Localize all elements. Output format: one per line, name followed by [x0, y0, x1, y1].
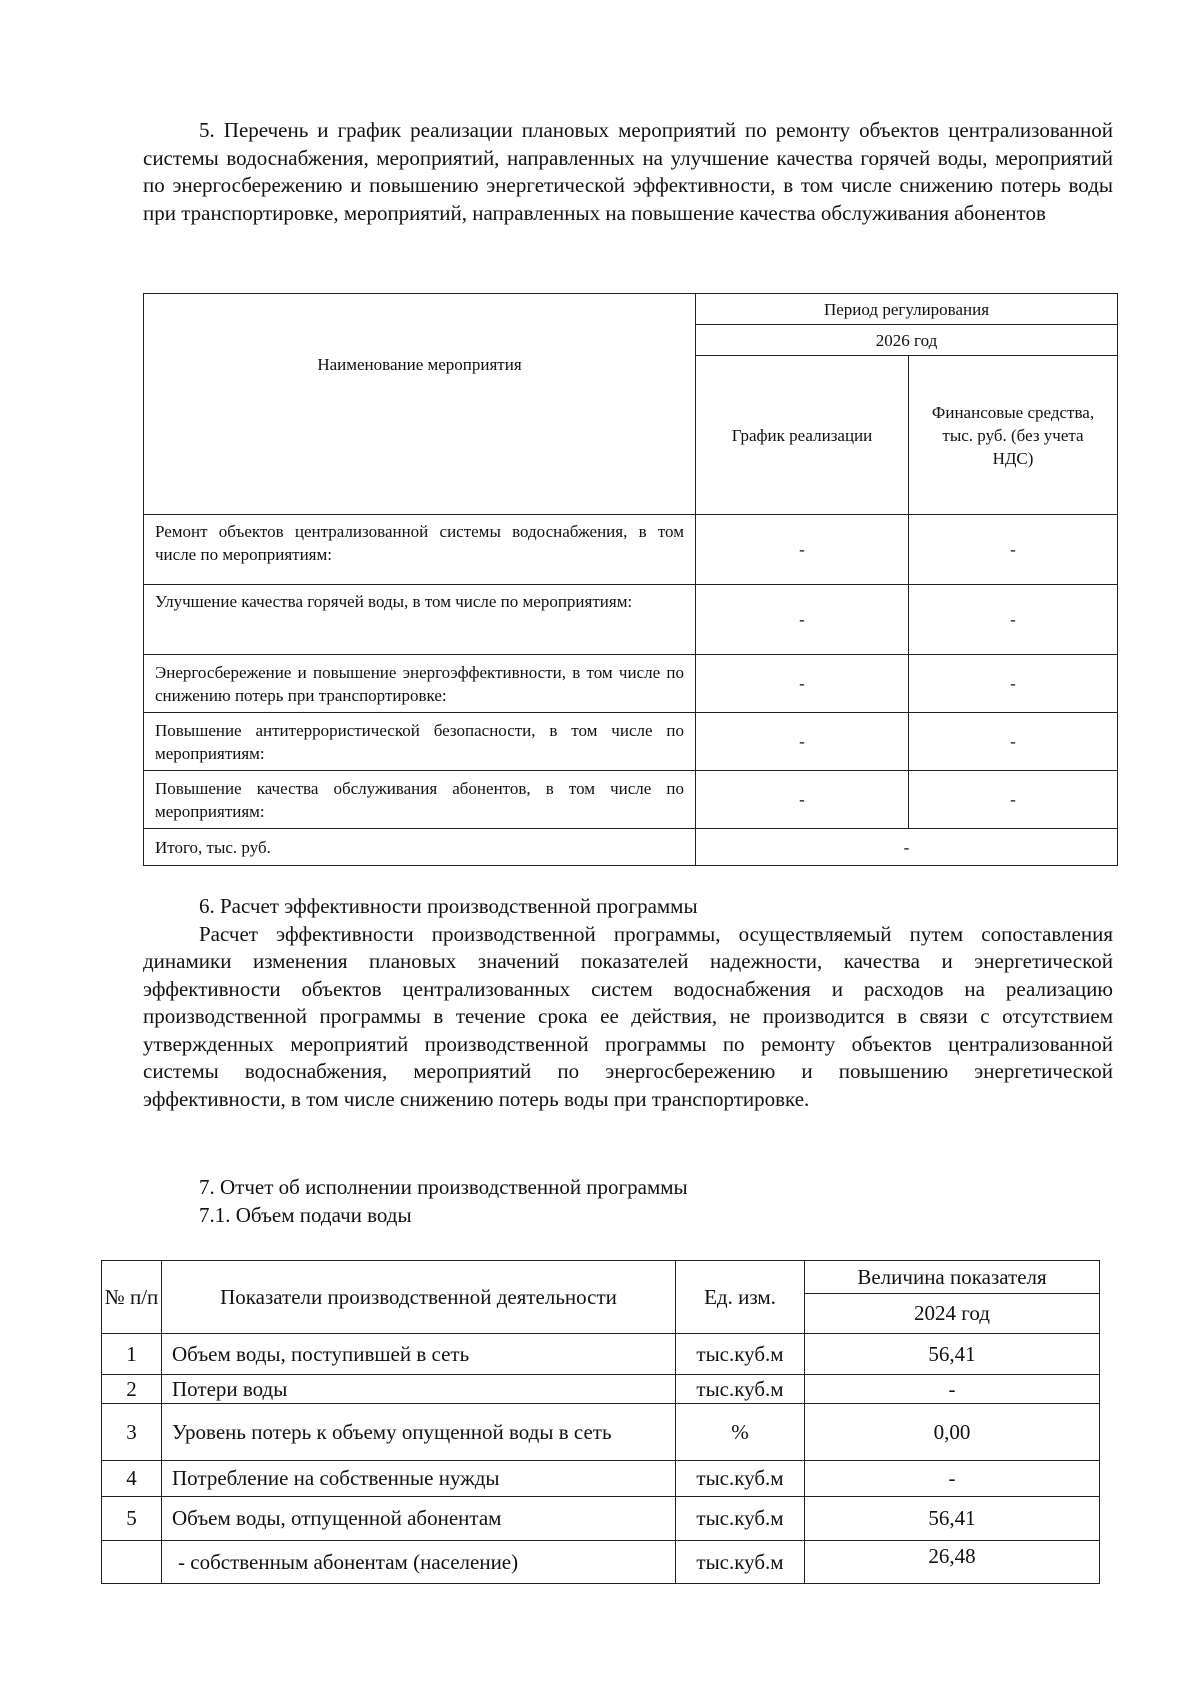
measure-name: Ремонт объектов централизованной системы водоснабжения, в том числе по мероприятиям:: [144, 515, 696, 585]
header-year: 2026 год: [696, 325, 1118, 356]
row-indicator: - собственным абонентам (население): [162, 1541, 676, 1584]
measure-finance: -: [909, 771, 1118, 829]
row-value: 56,41: [805, 1497, 1100, 1541]
measure-finance: -: [909, 585, 1118, 655]
measure-schedule: -: [696, 655, 909, 713]
total-value: -: [696, 829, 1118, 866]
measure-finance: -: [909, 655, 1118, 713]
header-measure-name: Наименование мероприятия: [144, 294, 696, 515]
row-num: 5: [102, 1497, 162, 1541]
measure-schedule: -: [696, 771, 909, 829]
row-indicator: Уровень потерь к объему опущенной воды в сеть: [162, 1404, 676, 1461]
table-row: [102, 1334, 1100, 1375]
row-value: 56,41: [805, 1334, 1100, 1375]
header-finance: Финансовые средства, тыс. руб. (без учета НДС): [909, 356, 1118, 515]
row-indicator: Потребление на собственные нужды: [162, 1461, 676, 1497]
table-row: [144, 655, 1118, 713]
header-unit: Ед. изм.: [676, 1261, 805, 1334]
total-row: [144, 829, 1118, 866]
header-num: № п/п: [102, 1261, 162, 1334]
row-num: 4: [102, 1461, 162, 1497]
measure-schedule: -: [696, 515, 909, 585]
water-supply-table: [101, 1260, 1100, 1584]
row-indicator: Объем воды, поступившей в сеть: [162, 1334, 676, 1375]
row-value: -: [805, 1461, 1100, 1497]
row-unit: тыс.куб.м: [676, 1375, 805, 1404]
row-value: -: [805, 1375, 1100, 1404]
measure-name: Повышение качества обслуживания абонентов, в том числе по мероприятиям:: [144, 771, 696, 829]
row-num: 3: [102, 1404, 162, 1461]
header-value: Величина показателя: [805, 1261, 1100, 1294]
row-num: 1: [102, 1334, 162, 1375]
measure-finance: -: [909, 713, 1118, 771]
measure-schedule: -: [696, 713, 909, 771]
table-row: [144, 713, 1118, 771]
section-6-text: Расчет эффективности производственной программы, осуществляемый путем сопоставления динамики изменения плановых значений показателей надежности, качества и энергетической эффективности объектов централизованных систем водоснабжения и расходов на реализацию производственной программы в течение срока ее действия, не производится в связи с отсутствием утвержденных мероприятий производственной программы по ремонту объектов централизованной системы водоснабжения, мероприятий по энергосбережению и повышению энергетической эффективности, в том числе снижению потерь воды при транспортировке.: [143, 921, 1113, 1111]
header-schedule: График реализации: [696, 356, 909, 515]
measure-name: Энергосбережение и повышение энергоэффективности, в том числе по снижению потерь при транспортировке:: [144, 655, 696, 713]
measure-name: Повышение антитеррористической безопасности, в том числе по мероприятиям:: [144, 713, 696, 771]
row-value: 0,00: [805, 1404, 1100, 1461]
row-num: 2: [102, 1375, 162, 1404]
measures-table: [143, 293, 1118, 866]
row-num: [102, 1541, 162, 1584]
table-row: [102, 1375, 1100, 1404]
header-indicator: Показатели производственной деятельности: [162, 1261, 676, 1334]
table-row: [144, 515, 1118, 585]
table-row: [102, 1461, 1100, 1497]
section-6: [143, 893, 1113, 1113]
header-period: Период регулирования: [696, 294, 1118, 325]
section-7-subtitle: 7.1. Объем подачи воды: [199, 1202, 412, 1227]
table-row: [102, 1497, 1100, 1541]
header-year: 2024 год: [805, 1294, 1100, 1334]
row-unit: тыс.куб.м: [676, 1497, 805, 1541]
section-5-text: 5. Перечень и график реализации плановых мероприятий по ремонту объектов централизованной системы водоснабжения, мероприятий, направленных на улучшение качества горячей воды, мероприятий по энергосбережению и повышению энергетической эффективности, в том числе снижению потерь воды при транспортировке, мероприятий, направленных на повышение качества обслуживания абонентов: [143, 118, 1113, 225]
table-row: [102, 1404, 1100, 1461]
row-value: 26,48: [805, 1541, 1100, 1584]
row-indicator: Объем воды, отпущенной абонентам: [162, 1497, 676, 1541]
table-row: [102, 1541, 1100, 1584]
measure-name: Улучшение качества горячей воды, в том числе по мероприятиям:: [144, 585, 696, 655]
section-5: [143, 117, 1113, 227]
total-label: Итого, тыс. руб.: [144, 829, 696, 866]
section-7-title: 7. Отчет об исполнении производственной программы: [199, 1175, 688, 1199]
row-unit: тыс.куб.м: [676, 1461, 805, 1497]
table-row: [144, 585, 1118, 655]
row-unit: %: [676, 1404, 805, 1461]
table-row: [144, 771, 1118, 829]
row-unit: тыс.куб.м: [676, 1334, 805, 1375]
measure-finance: -: [909, 515, 1118, 585]
row-unit: тыс.куб.м: [676, 1541, 805, 1584]
measure-schedule: -: [696, 585, 909, 655]
section-7: [143, 1174, 1113, 1229]
section-6-title: 6. Расчет эффективности производственной программы: [199, 894, 698, 918]
row-indicator: Потери воды: [162, 1375, 676, 1404]
